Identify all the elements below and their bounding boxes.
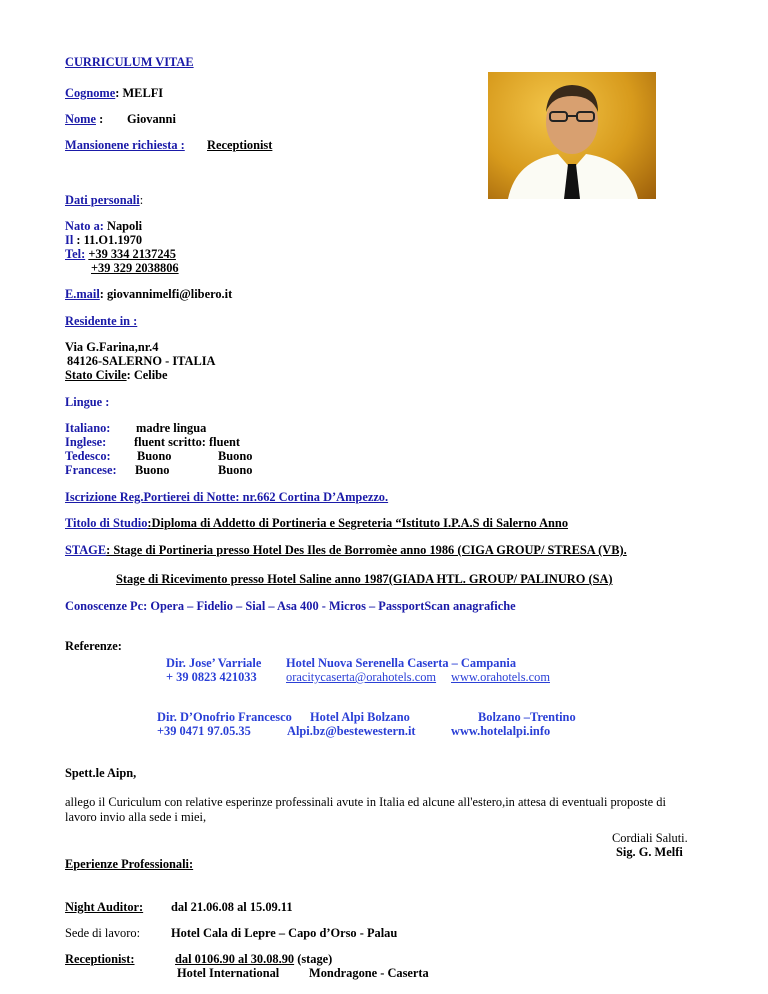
lang-francese-spoken: Buono [135,463,170,477]
email-value: : giovannimelfi@libero.it [99,287,233,301]
esperienze-label: Eperienze Professionali: [65,857,194,871]
lang-italiano: Italiano: [65,421,111,435]
lang-inglese: Inglese: [65,435,107,449]
sede-label: Sede di lavoro: [65,926,141,940]
lang-tedesco: Tedesco: [65,449,111,463]
titolo-value: :Diploma di Addetto di Portineria e Segreteria “Istituto I.P.A.S di Salerno Anno [147,516,569,530]
sede-value: Hotel Cala di Lepre – Capo d’Orso - Palau [171,926,398,940]
conoscenze-value: : Opera – Fidelio – Sial – Asa 400 - Micros – PassportScan anagrafiche [143,599,516,613]
nome-sep: : [95,112,104,126]
stato-civile-label: Stato Civile [65,368,127,382]
conoscenze-label: Conoscenze Pc [65,599,144,613]
dati-personali-heading [65,193,143,208]
receptionist-hotel: Hotel International [177,966,280,980]
stage-line-2: Stage di Ricevimento presso Hotel Saline anno 1987(GIADA HTL. GROUP/ PALINURO (SA) [116,572,613,586]
spett-line: Spett.le Aipn, [65,766,137,780]
mansione-value: Receptionist [207,138,273,152]
il-line [65,233,142,248]
dati-personali-label: Dati personali [65,193,140,207]
cognome-line [65,86,163,101]
ref1-email-link[interactable]: oracitycaserta@orahotels.com [286,670,437,684]
receptionist-place: Mondragone - Caserta [309,966,429,980]
saluti-line-2: Sig. G. Melfi [616,845,683,859]
lang-tedesco-written: Buono [218,449,253,463]
mansione-label: Mansionene richiesta : [65,138,185,152]
cognome-value: MELFI [122,86,164,100]
cognome-sep: : [115,86,123,100]
residente-label: Residente in : [65,314,138,328]
tel-value-2: +39 329 2038806 [91,261,179,275]
cognome-label: Cognome [65,86,116,100]
ref2-email: Alpi.bz@bestewestern.it [287,724,416,738]
lang-italiano-level: madre lingua [136,421,207,435]
address-line-1: Via G.Farina,nr.4 [65,340,159,354]
ref2-web: www.hotelalpi.info [451,724,551,738]
referenze-label: Referenze: [65,639,122,653]
receptionist-dates: dal 0106.90 al 30.08.90 [175,952,295,966]
letter-line-2: lavoro invio alla sede i miei, [65,810,207,824]
iscrizione-line: Iscrizione Reg.Portierei di Notte: nr.662 Cortina D’Ampezzo. [65,490,389,504]
tel-value-1: +39 334 2137245 [88,247,176,261]
ref1-name: Dir. Jose’ Varriale [166,656,262,670]
nome-line [65,112,103,127]
letter-line-1: allego il Curiculum con relative esperinze professinali avute in Italia ed alcune all'estero,in attesa di eventuali proposte di [65,795,666,809]
tel-label: Tel: [65,247,86,261]
lang-tedesco-spoken: Buono [137,449,172,463]
nome-label: Nome [65,112,96,126]
receptionist-dates-line [175,952,332,967]
stage-label: STAGE [65,543,107,557]
conoscenze-line [65,599,516,614]
stato-civile-line [65,368,168,383]
address-line-2: 84126-SALERNO - ITALIA [67,354,216,368]
cv-title: CURRICULUM VITAE [65,55,194,69]
night-auditor-dates: dal 21.06.08 al 15.09.11 [171,900,293,914]
saluti-line-1: Cordiali Saluti. [612,831,688,845]
ref2-region: Bolzano –Trentino [478,710,576,724]
ref1-web-link[interactable]: www.orahotels.com [451,670,550,684]
stato-civile-value: : Celibe [126,368,168,382]
ref2-hotel: Hotel Alpi Bolzano [310,710,410,724]
night-auditor-label: Night Auditor: [65,900,144,914]
receptionist-label: Receptionist: [65,952,135,966]
ref1-phone: + 39 0823 421033 [166,670,257,684]
titolo-line [65,516,568,531]
ref2-name: Dir. D’Onofrio Francesco [157,710,292,724]
email-label: E.mail [65,287,100,301]
profile-photo-drawing [488,72,656,199]
ref1-hotel: Hotel Nuova Serenella Caserta – Campania [286,656,517,670]
nato-label: Nato a: [65,219,104,233]
profile-photo [488,72,656,199]
lingue-label: Lingue : [65,395,110,409]
receptionist-stage: (stage) [297,952,333,966]
stage-value: : Stage di Portineria presso Hotel Des Iles de Borromèe anno 1986 (CIGA GROUP/ STRESA (VB). [106,543,627,557]
nome-value: Giovanni [127,112,176,126]
lang-inglese-level: fluent scritto: fluent [134,435,240,449]
lang-francese: Francese: [65,463,117,477]
stage-line-1 [65,543,627,558]
nato-value: Napoli [107,219,143,233]
tel-line [65,247,176,262]
nato-line [65,219,142,234]
titolo-label: Titolo di Studio [65,516,148,530]
lang-francese-written: Buono [218,463,253,477]
il-value: : 11.O1.1970 [76,233,143,247]
ref2-phone: +39 0471 97.05.35 [157,724,251,738]
dati-personali-colon: : [139,193,144,207]
il-label: Il [65,233,74,247]
email-line [65,287,232,302]
